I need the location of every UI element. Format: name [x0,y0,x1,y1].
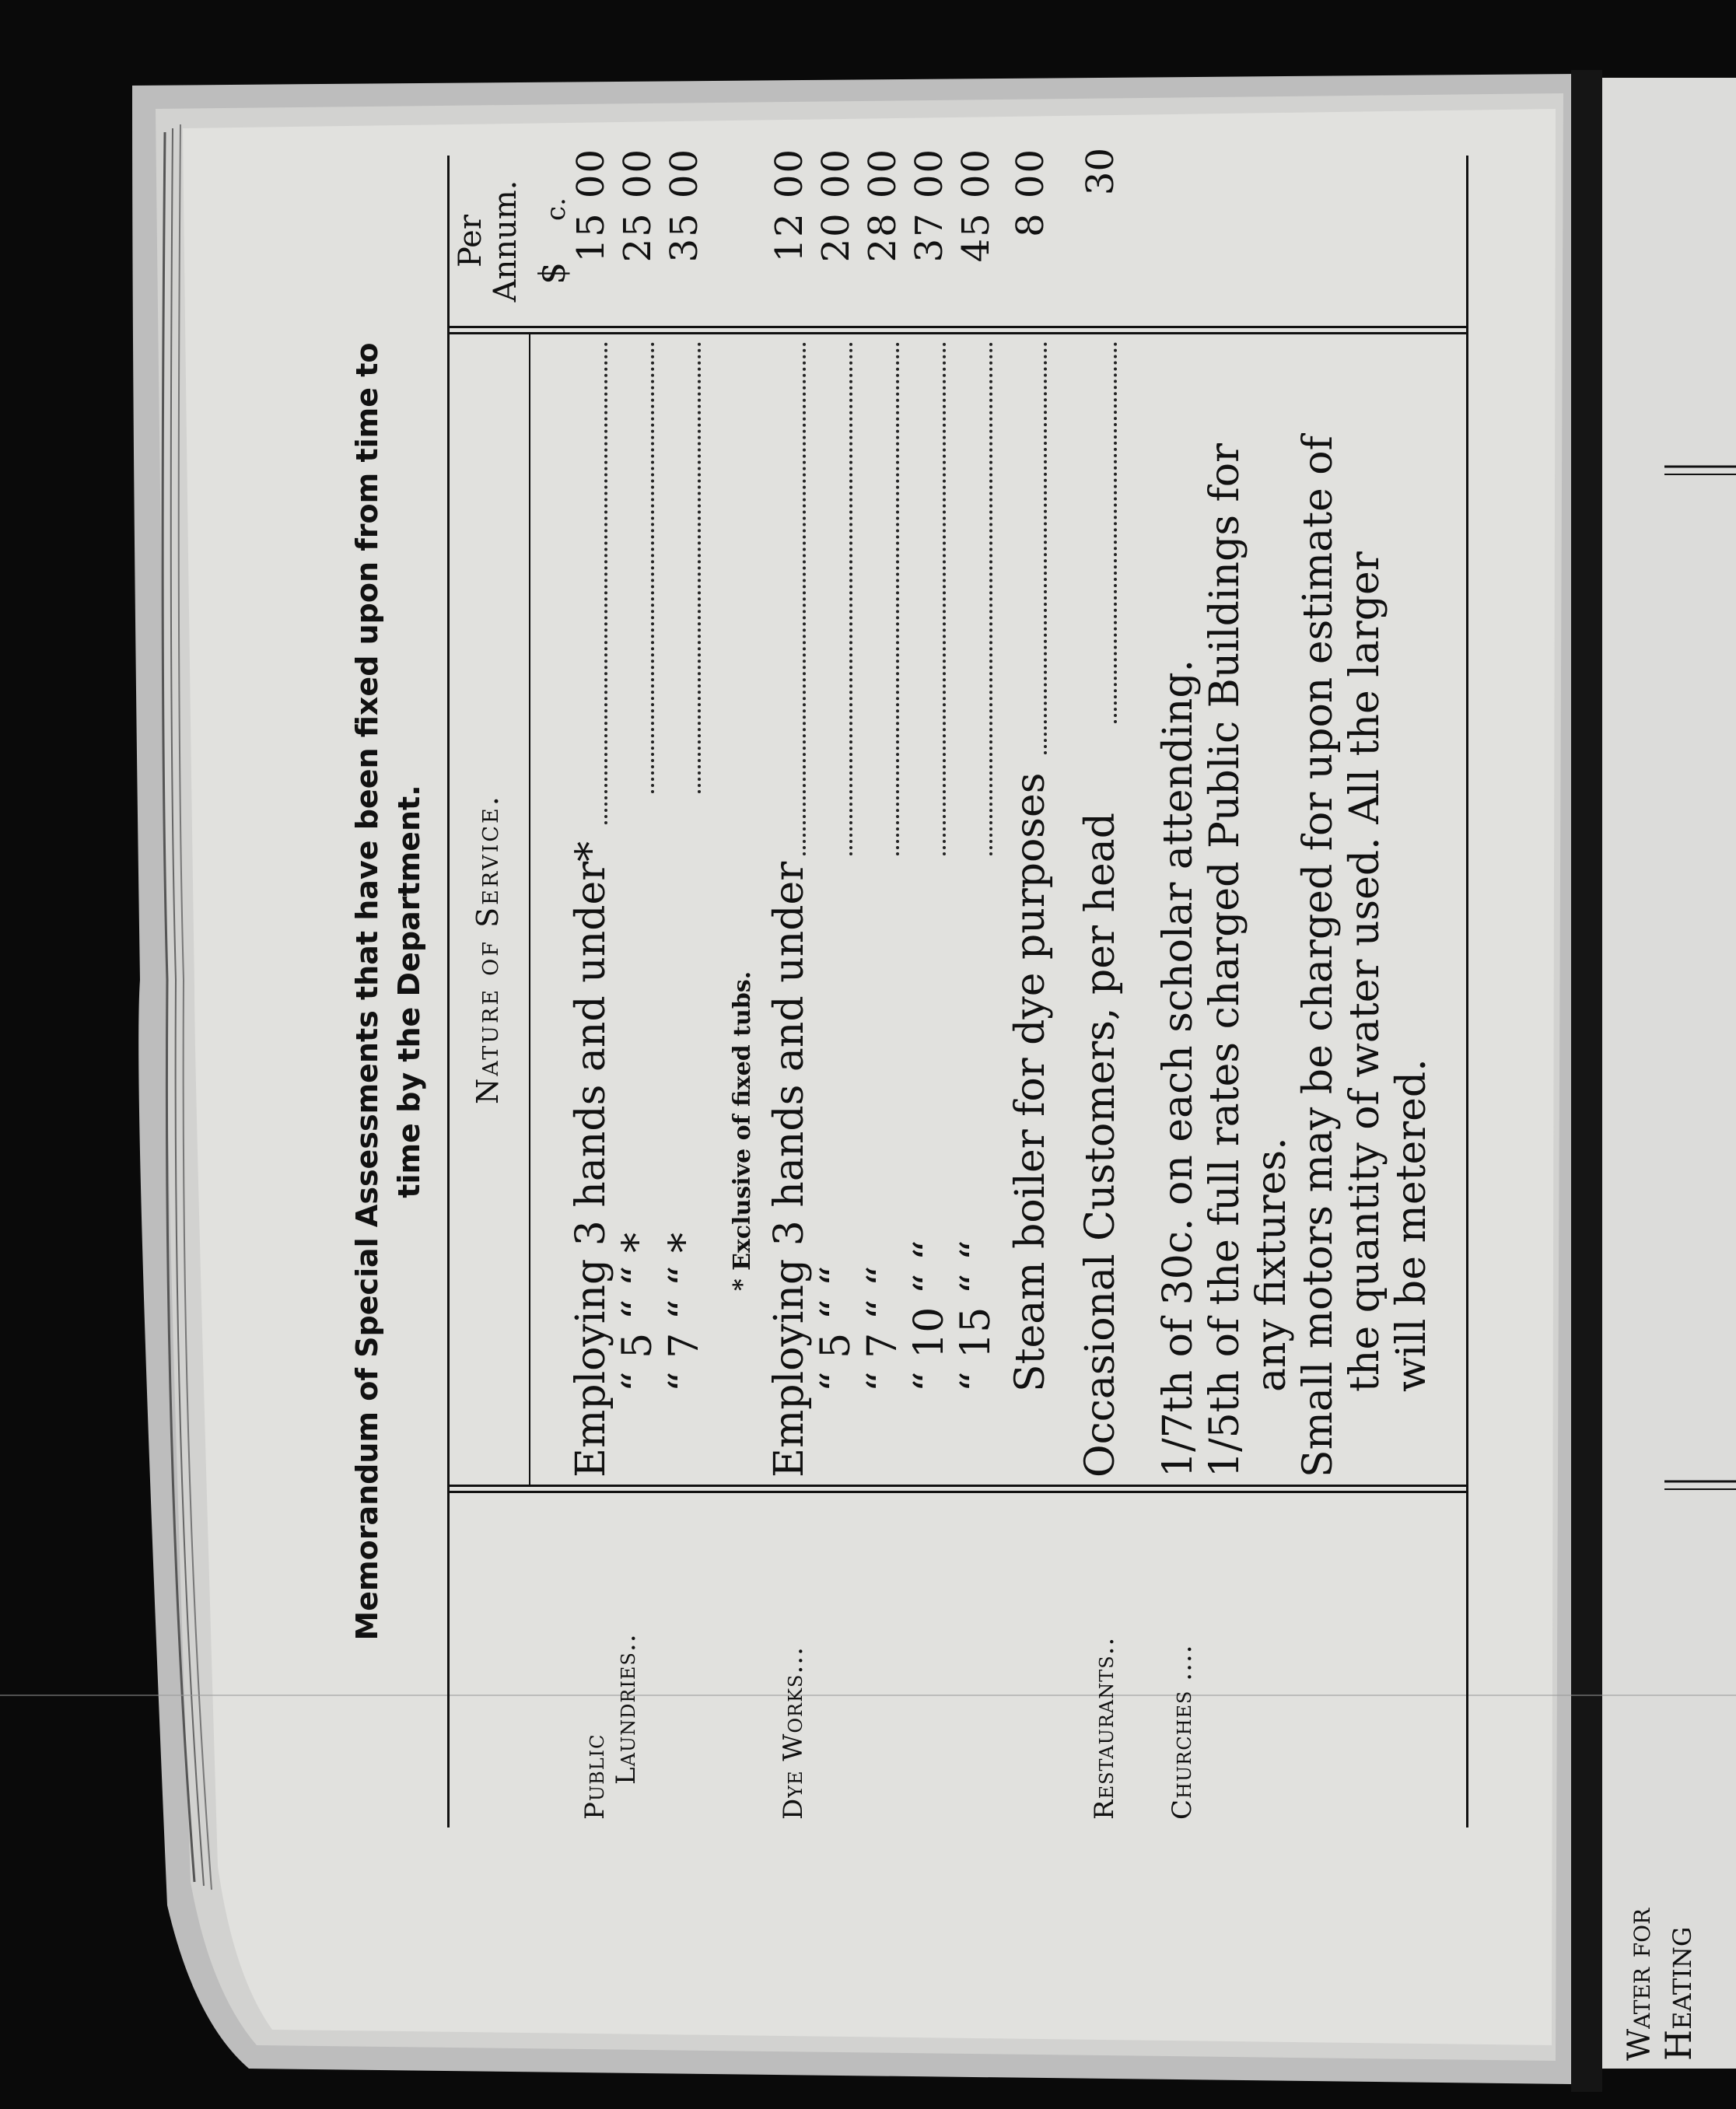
next-page-heading-line2: Heating [1657,1926,1699,2061]
dye-row-2: “ 5 “ “ [813,1265,859,1392]
churches-line-6: will be metered. [1388,1058,1435,1392]
dye-amount-5: 45 00 [954,148,998,263]
churches-line-2: 1/5th of the full rates charged Public Buildings for [1202,443,1248,1478]
leader-dots [943,342,946,855]
page-title [346,156,430,1827]
category-public: Public [579,1733,611,1820]
annum-header: Annum. [488,180,523,303]
dye-row-5: “ 15 “ “ [953,1240,999,1392]
category-churches: Churches .... [1167,1644,1198,1820]
next-page-heading-line1: Water for [1622,1908,1657,2061]
leader-dots [989,342,992,855]
laundry-row-1: Employing 3 hands and under* [568,841,614,1478]
leader-dots [698,342,701,793]
laundry-amount-1: 15 00 [569,148,613,263]
laundry-amount-2: 25 00 [616,148,660,263]
table-top-rule [447,156,450,1827]
dye-row-4: “ 10 “ “ [906,1240,953,1392]
dollar-label: $ [531,261,573,285]
category-column-rule-2 [447,1485,1466,1487]
dye-row-6: Steam boiler for dye purposes [1007,772,1054,1392]
category-dye-works: Dye Works... [778,1646,809,1820]
next-page-heading [1622,1908,1699,2061]
restaurants-row: Occasional Customers, per head [1077,812,1124,1478]
cents-label: c. [541,198,572,221]
laundry-row-3: “ 7 “ “ * [661,1233,708,1392]
assessment-page [346,148,1684,1827]
dye-amount-3: 28 00 [861,148,905,263]
dye-row-3: “ 7 “ “ [859,1265,906,1392]
header-underline [529,334,530,1485]
title-line-2: time by the Department. [392,785,426,1198]
title-line-1: Memorandum of Special Assessments that have been fixed upon from time to [350,342,384,1641]
churches-line-3: any fixtures. [1248,1137,1295,1392]
category-column-rule [447,1491,1466,1493]
leader-dots [1114,342,1117,723]
dye-amount-6: 8 00 [1009,148,1052,237]
leader-dots [651,342,654,793]
category-restaurants: Restaurants.. [1089,1636,1120,1820]
leader-dots [803,342,806,855]
laundry-row-2: “ 5 “ “ * [614,1233,661,1392]
category-laundries: Laundries.. [611,1633,642,1785]
leader-dots [896,342,899,855]
churches-line-1: 1/7th of 30c. on each scholar attending. [1155,659,1202,1478]
leader-dots [849,342,852,855]
dye-amount-1: 12 00 [768,148,811,263]
churches-line-5: the quantity of water used. All the larger [1342,551,1388,1392]
dye-amount-2: 20 00 [814,148,858,263]
laundry-amount-3: 35 00 [663,148,706,263]
leader-dots [604,342,607,824]
dye-amount-4: 37 00 [908,148,951,263]
leader-dots [1044,342,1047,754]
nature-of-service-header: Nature of Service. [471,794,505,1104]
table-bottom-rule [1466,156,1468,1827]
restaurants-amount: 30 [1079,148,1122,196]
dye-row-1: Employing 3 hands and under [766,861,813,1478]
churches-line-4: Small motors may be charged for upon estimate of [1295,435,1342,1478]
laundry-footnote: * Exclusive of fixed tubs. [729,971,756,1291]
amount-column-rule [447,332,1466,334]
per-header: Per [453,215,488,268]
